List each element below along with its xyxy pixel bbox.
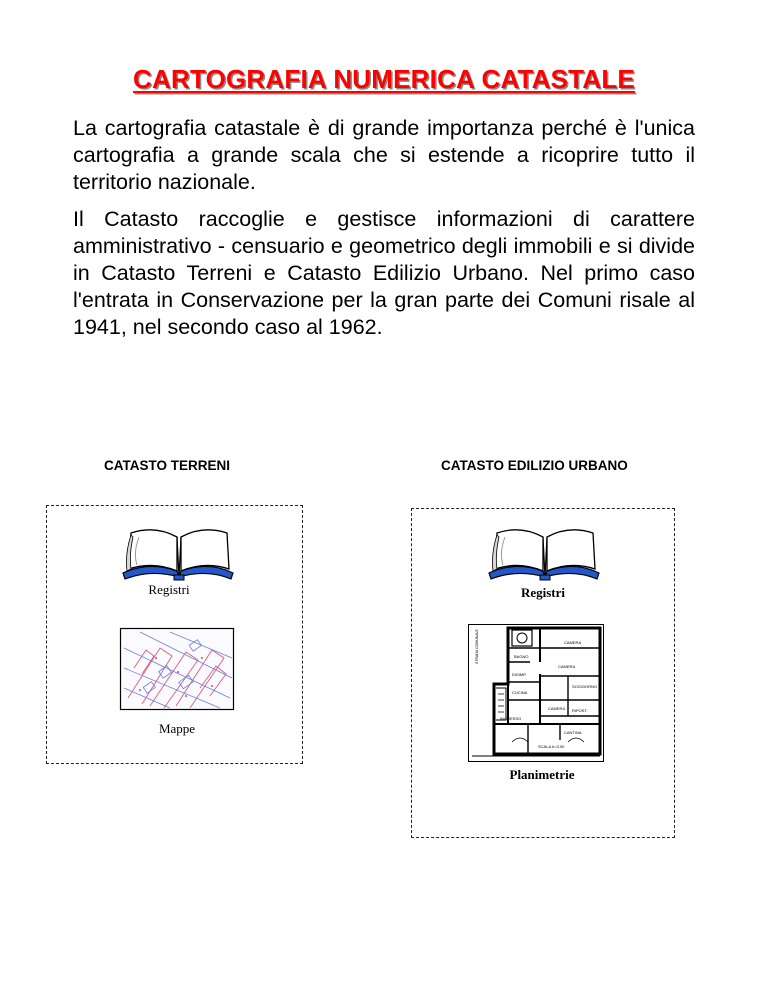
paragraph-intro: La cartografia catastale è di grande importanza perché è l'unica cartografia a grande scala che si estende a ricoprire tutto il territorio nazionale.	[73, 116, 695, 194]
svg-text:CANTINA: CANTINA	[564, 730, 582, 735]
caption-registri-left: Registri	[148, 582, 190, 597]
floor-plan-image	[468, 624, 604, 762]
paragraph-catasto: Il Catasto raccoglie e gestisce informazioni di carattere amministrativo - censuario e geometrico degli immobili e si divide in Catasto Terreni e Catasto Edilizio Urbano. Nel primo caso l'entrata in Conservazione per la gran parte dei Comuni risale al 1941, nel secondo caso al 1962.	[73, 207, 695, 339]
caption-registri-right: Registri	[520, 585, 566, 600]
caption-planimetrie: Planimetrie	[509, 767, 575, 782]
svg-text:CAMERA: CAMERA	[548, 706, 566, 711]
heading-catasto-terreni: CATASTO TERRENI	[104, 458, 231, 473]
svg-text:CUCINA: CUCINA	[512, 690, 528, 695]
svg-text:CAMERA: CAMERA	[558, 664, 576, 669]
book-icon	[119, 525, 237, 581]
svg-text:RIPOST.: RIPOST.	[572, 708, 588, 713]
cadastral-map-image	[120, 628, 234, 710]
caption-mappe: Mappe	[158, 721, 196, 736]
svg-text:INGRESSO: INGRESSO	[500, 716, 522, 721]
svg-text:DISIMP.: DISIMP.	[512, 672, 527, 677]
svg-text:BAGNO: BAGNO	[514, 654, 529, 659]
svg-text:SCALA h=3.00: SCALA h=3.00	[538, 744, 565, 749]
page-title: CARTOGRAFIA NUMERICA CATASTALE	[133, 64, 635, 94]
book-icon	[485, 525, 603, 581]
svg-text:CAMERA: CAMERA	[564, 640, 582, 645]
svg-text:SOGGIORNO: SOGGIORNO	[572, 684, 598, 689]
svg-text:STRADA COMUNALE: STRADA COMUNALE	[475, 629, 479, 664]
heading-catasto-edilizio-urbano: CATASTO EDILIZIO URBANO	[441, 458, 628, 473]
